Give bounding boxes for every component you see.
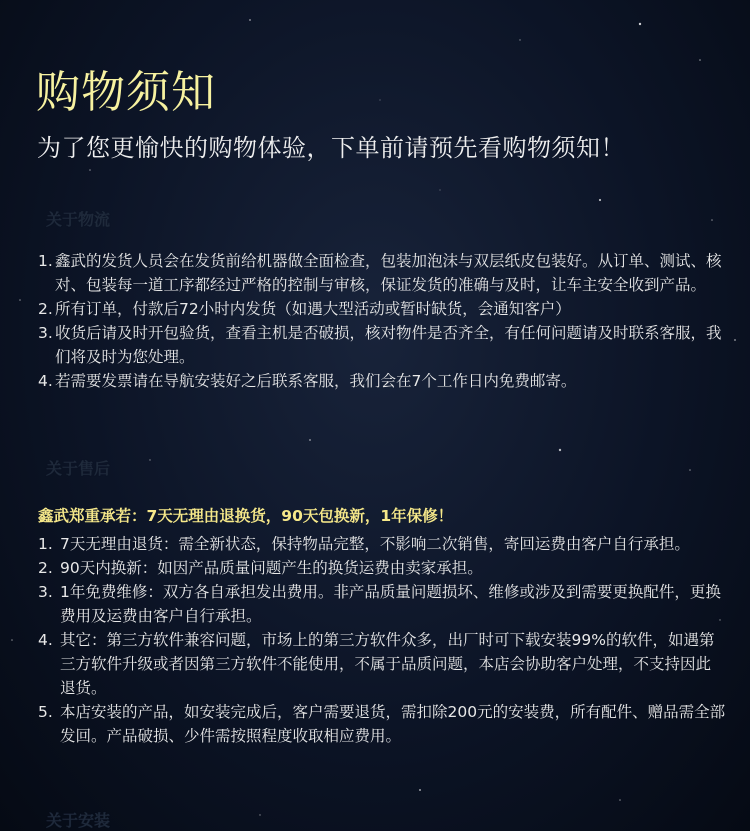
page-subtitle: 为了您更愉快的购物体验，下单前请预先看购物须知！	[37, 134, 625, 162]
installation-heading: 关于安装	[46, 811, 111, 830]
list-item	[38, 532, 726, 556]
item-text: 7天无理由退货：需全新状态，保持物品完整，不影响二次销售，寄回运费由客户自行承担。	[60, 535, 690, 553]
item-number: 4.	[38, 372, 53, 390]
item-number: 4.	[38, 631, 53, 649]
item-text: 鑫武的发货人员会在发货前给机器做全面检查，包装加泡沫与双层纸皮包装好。从订单、测试、核对、包装每一道工序都经过严格的控制与审核，保证发货的准确与及时，让车主安全收到产品。	[55, 252, 722, 294]
item-number: 2.	[38, 300, 53, 318]
list-item	[38, 700, 726, 748]
item-text: 1年免费维修：双方各自承担发出费用。非产品质量问题损坏、维修或涉及到需要更换配件，更换费用及运费由客户自行承担。	[60, 583, 721, 625]
list-item	[38, 580, 726, 628]
item-number: 3.	[38, 583, 53, 601]
page-title: 购物须知	[36, 67, 216, 118]
warranty-heading: 关于售后	[46, 459, 111, 478]
item-text: 所有订单，付款后72小时内发货（如遇大型活动或暂时缺货，会通知客户）	[55, 300, 571, 318]
list-item	[38, 556, 726, 580]
list-item	[38, 249, 728, 297]
list-item	[38, 297, 728, 321]
item-text: 本店安装的产品，如安装完成后，客户需要退货，需扣除200元的安装费，所有配件、赠品需全部发回。产品破损、少件需按照程度收取相应费用。	[60, 703, 726, 745]
logistics-list	[38, 249, 728, 393]
item-number: 5.	[38, 703, 53, 721]
list-item	[38, 321, 728, 369]
item-number: 3.	[38, 324, 53, 342]
logistics-heading: 关于物流	[46, 210, 111, 229]
item-number: 1.	[38, 535, 53, 553]
item-text: 90天内换新：如因产品质量问题产生的换货运费由卖家承担。	[60, 559, 483, 577]
warranty-list	[38, 532, 726, 748]
warranty-promise: 鑫武郑重承若：7天无理由退换货，90天包换新，1年保修！	[38, 507, 454, 525]
item-text: 收货后请及时开包验货，查看主机是否破损，核对物件是否齐全，有任何问题请及时联系客服，我们将及时为您处理。	[55, 324, 722, 366]
item-number: 1.	[38, 252, 53, 270]
item-number: 2.	[38, 559, 53, 577]
list-item	[38, 628, 726, 700]
list-item	[38, 369, 728, 393]
item-text: 若需要发票请在导航安装好之后联系客服，我们会在7个工作日内免费邮寄。	[55, 372, 577, 390]
item-text: 其它：第三方软件兼容问题，市场上的第三方软件众多，出厂时可下载安装99%的软件，如遇第三方软件升级或者因第三方软件不能使用，不属于品质问题，本店会协助客户处理，不支持因此退货。	[60, 631, 715, 697]
